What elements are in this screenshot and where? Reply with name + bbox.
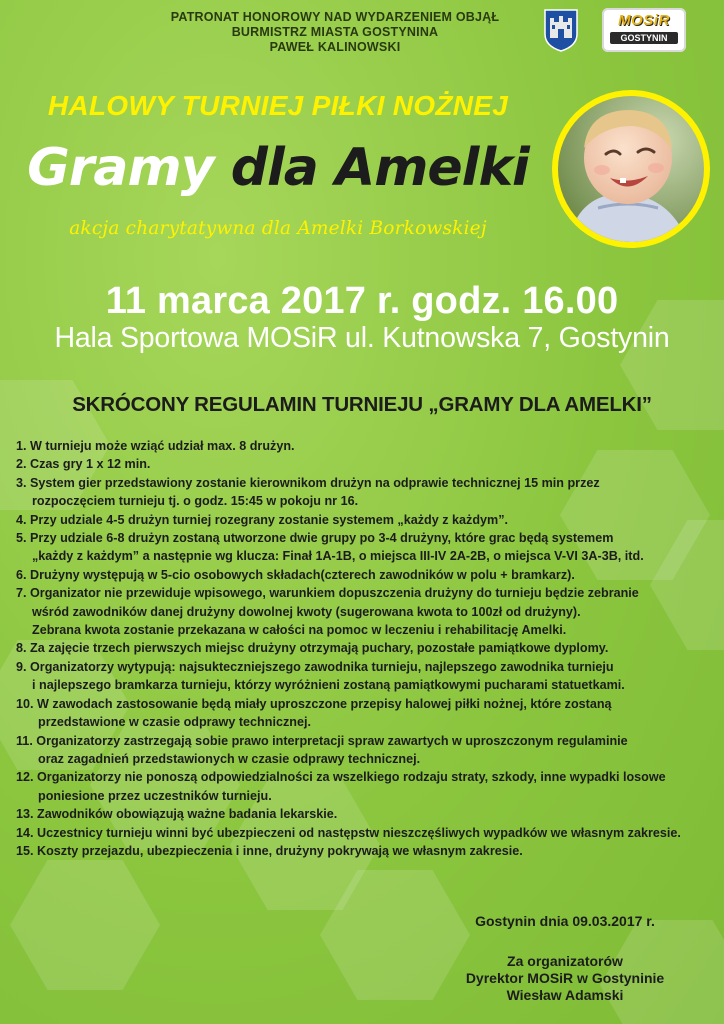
rule-item xyxy=(16,437,716,455)
mosir-logo-city: GOSTYNIN xyxy=(610,32,678,44)
rule-line: 8. Za zajęcie trzech pierwszych miejsc drużyny otrzymają puchary, pozostałe pamiątkowe dyplomy. xyxy=(16,641,609,656)
rule-item xyxy=(16,474,716,511)
event-name-part2: dla Amelki xyxy=(230,138,529,198)
event-venue: Hala Sportowa MOSiR ul. Kutnowska 7, Gostynin xyxy=(54,322,670,354)
child-photo-image xyxy=(558,96,704,242)
rule-line: 1. W turnieju może wziąć udział max. 8 drużyn. xyxy=(16,439,295,453)
patronage-line: BURMISTRZ MIASTA GOSTYNINA xyxy=(231,25,439,39)
rule-item xyxy=(16,566,716,584)
rules-heading: SKRÓCONY REGULAMIN TURNIEJU „GRAMY DLA AMELKI” xyxy=(72,393,652,416)
rule-item xyxy=(16,658,716,695)
signature-line: Za organizatorów xyxy=(507,953,623,969)
mosir-logo xyxy=(602,8,686,52)
tournament-title: HALOWY TURNIEJ PIŁKI NOŻNEJ xyxy=(47,90,509,121)
event-name-part1: Gramy xyxy=(27,138,214,198)
rule-line: 13. Zawodników obowiązują ważne badania lekarskie. xyxy=(16,807,338,822)
rule-line: 14. Uczestnicy turnieju winni być ubezpieczeni od następstw nieszczęśliwych wypadków we własnym zakresie. xyxy=(16,825,681,840)
rule-item xyxy=(16,732,716,769)
rule-line: 10. W zawodach zastosowanie będą miały uproszczone przepisy halowej piłki nożnej, które zostaną xyxy=(16,696,612,711)
mosir-logo-brand: MOSiR xyxy=(618,12,670,29)
rule-line: „każdy z każdym” a następnie wg klucza: Finał 1A-1B, o miejsca III-IV 2A-2B, o miejsca V-VI 3A-3B, itd. xyxy=(32,549,644,564)
child-photo xyxy=(552,90,710,248)
city-coat-of-arms-logo xyxy=(543,8,579,52)
rule-item xyxy=(16,768,716,805)
rule-line: 6. Drużyny występują w 5-cio osobowych składach(czterech zawodników w polu + bramkarz). xyxy=(16,567,575,582)
rule-item xyxy=(16,639,716,657)
signature-line: Wiesław Adamski xyxy=(506,987,624,1003)
rule-line: 3. System gier przedstawiony zostanie kierownikom drużyn na odprawie technicznej 15 min przez xyxy=(16,475,600,490)
hexagon-decoration xyxy=(10,860,160,990)
rule-line: 7. Organizator nie przewiduje wpisowego, warunkiem dopuszczenia drużyny do turnieju będzie zebranie xyxy=(16,586,639,601)
rule-line: wśród zawodników danej drużyny dowolnej kwoty (sugerowana kwota to 100zł od drużyny). xyxy=(32,604,581,619)
rule-line: 15. Koszty przejazdu, ubezpieczenia i inne, drużyny pokrywają we własnym zakresie. xyxy=(16,843,523,858)
patronage-line: PATRONAT HONOROWY NAD WYDARZENIEM OBJĄŁ xyxy=(170,10,500,24)
rule-line: 11. Organizatorzy zastrzegają sobie prawo interpretacji spraw zawartych w uproszczonym regulaminie xyxy=(16,733,628,748)
rule-item xyxy=(16,805,716,823)
rules-list xyxy=(16,437,716,860)
rule-item xyxy=(16,584,716,639)
rule-line: rozpoczęciem turnieju tj. o godz. 15:45 w pokoju nr 16. xyxy=(32,494,359,509)
rule-line: przedstawione w czasie odprawy technicznej. xyxy=(38,715,311,730)
patronage-notice xyxy=(150,10,520,55)
rule-line: i najlepszego bramkarza turnieju, którzy wyróżnieni zostaną pamiątkowymi pucharami statuetkami. xyxy=(32,678,625,693)
rule-line: 2. Czas gry 1 x 12 min. xyxy=(16,457,151,472)
patronage-line: PAWEŁ KALINOWSKI xyxy=(269,40,401,54)
place-and-date: Gostynin dnia 09.03.2017 r. xyxy=(475,913,655,929)
rule-item xyxy=(16,695,716,732)
rule-item xyxy=(16,529,716,566)
organizer-signature xyxy=(420,953,710,1004)
signature-line: Dyrektor MOSiR w Gostyninie xyxy=(465,970,665,986)
rule-line: 4. Przy udziale 4-5 drużyn turniej rozegrany zostanie systemem „każdy z każdym”. xyxy=(16,512,509,527)
event-name xyxy=(18,138,538,198)
rule-line: Zebrana kwota zostanie przekazana w całości na pomoc w leczeniu i rehabilitację Amelki. xyxy=(32,623,567,638)
rule-line: oraz zagadnień przedstawionych w czasie odprawy technicznej. xyxy=(38,751,421,766)
rule-line: 5. Przy udziale 6-8 drużyn zostaną utworzone dwie grupy po 3-4 drużyny, które grac będą systemem xyxy=(16,531,614,546)
event-subtitle: akcja charytatywna dla Amelki Borkowskiej xyxy=(69,218,487,239)
rule-item xyxy=(16,511,716,529)
rule-line: poniesione przez uczestników turnieju. xyxy=(38,788,272,803)
rule-line: 12. Organizatorzy nie ponoszą odpowiedzialności za wszelkiego rodzaju straty, szkody, inne wypadki losowe xyxy=(16,770,666,785)
event-date-time: 11 marca 2017 r. godz. 16.00 xyxy=(105,280,619,322)
rule-item xyxy=(16,842,716,860)
rule-item xyxy=(16,824,716,842)
rule-line: 9. Organizatorzy wytypują: najsukteczniejszego zawodnika turnieju, najlepszego zawodnika turnieju xyxy=(16,659,614,674)
rule-item xyxy=(16,455,716,473)
